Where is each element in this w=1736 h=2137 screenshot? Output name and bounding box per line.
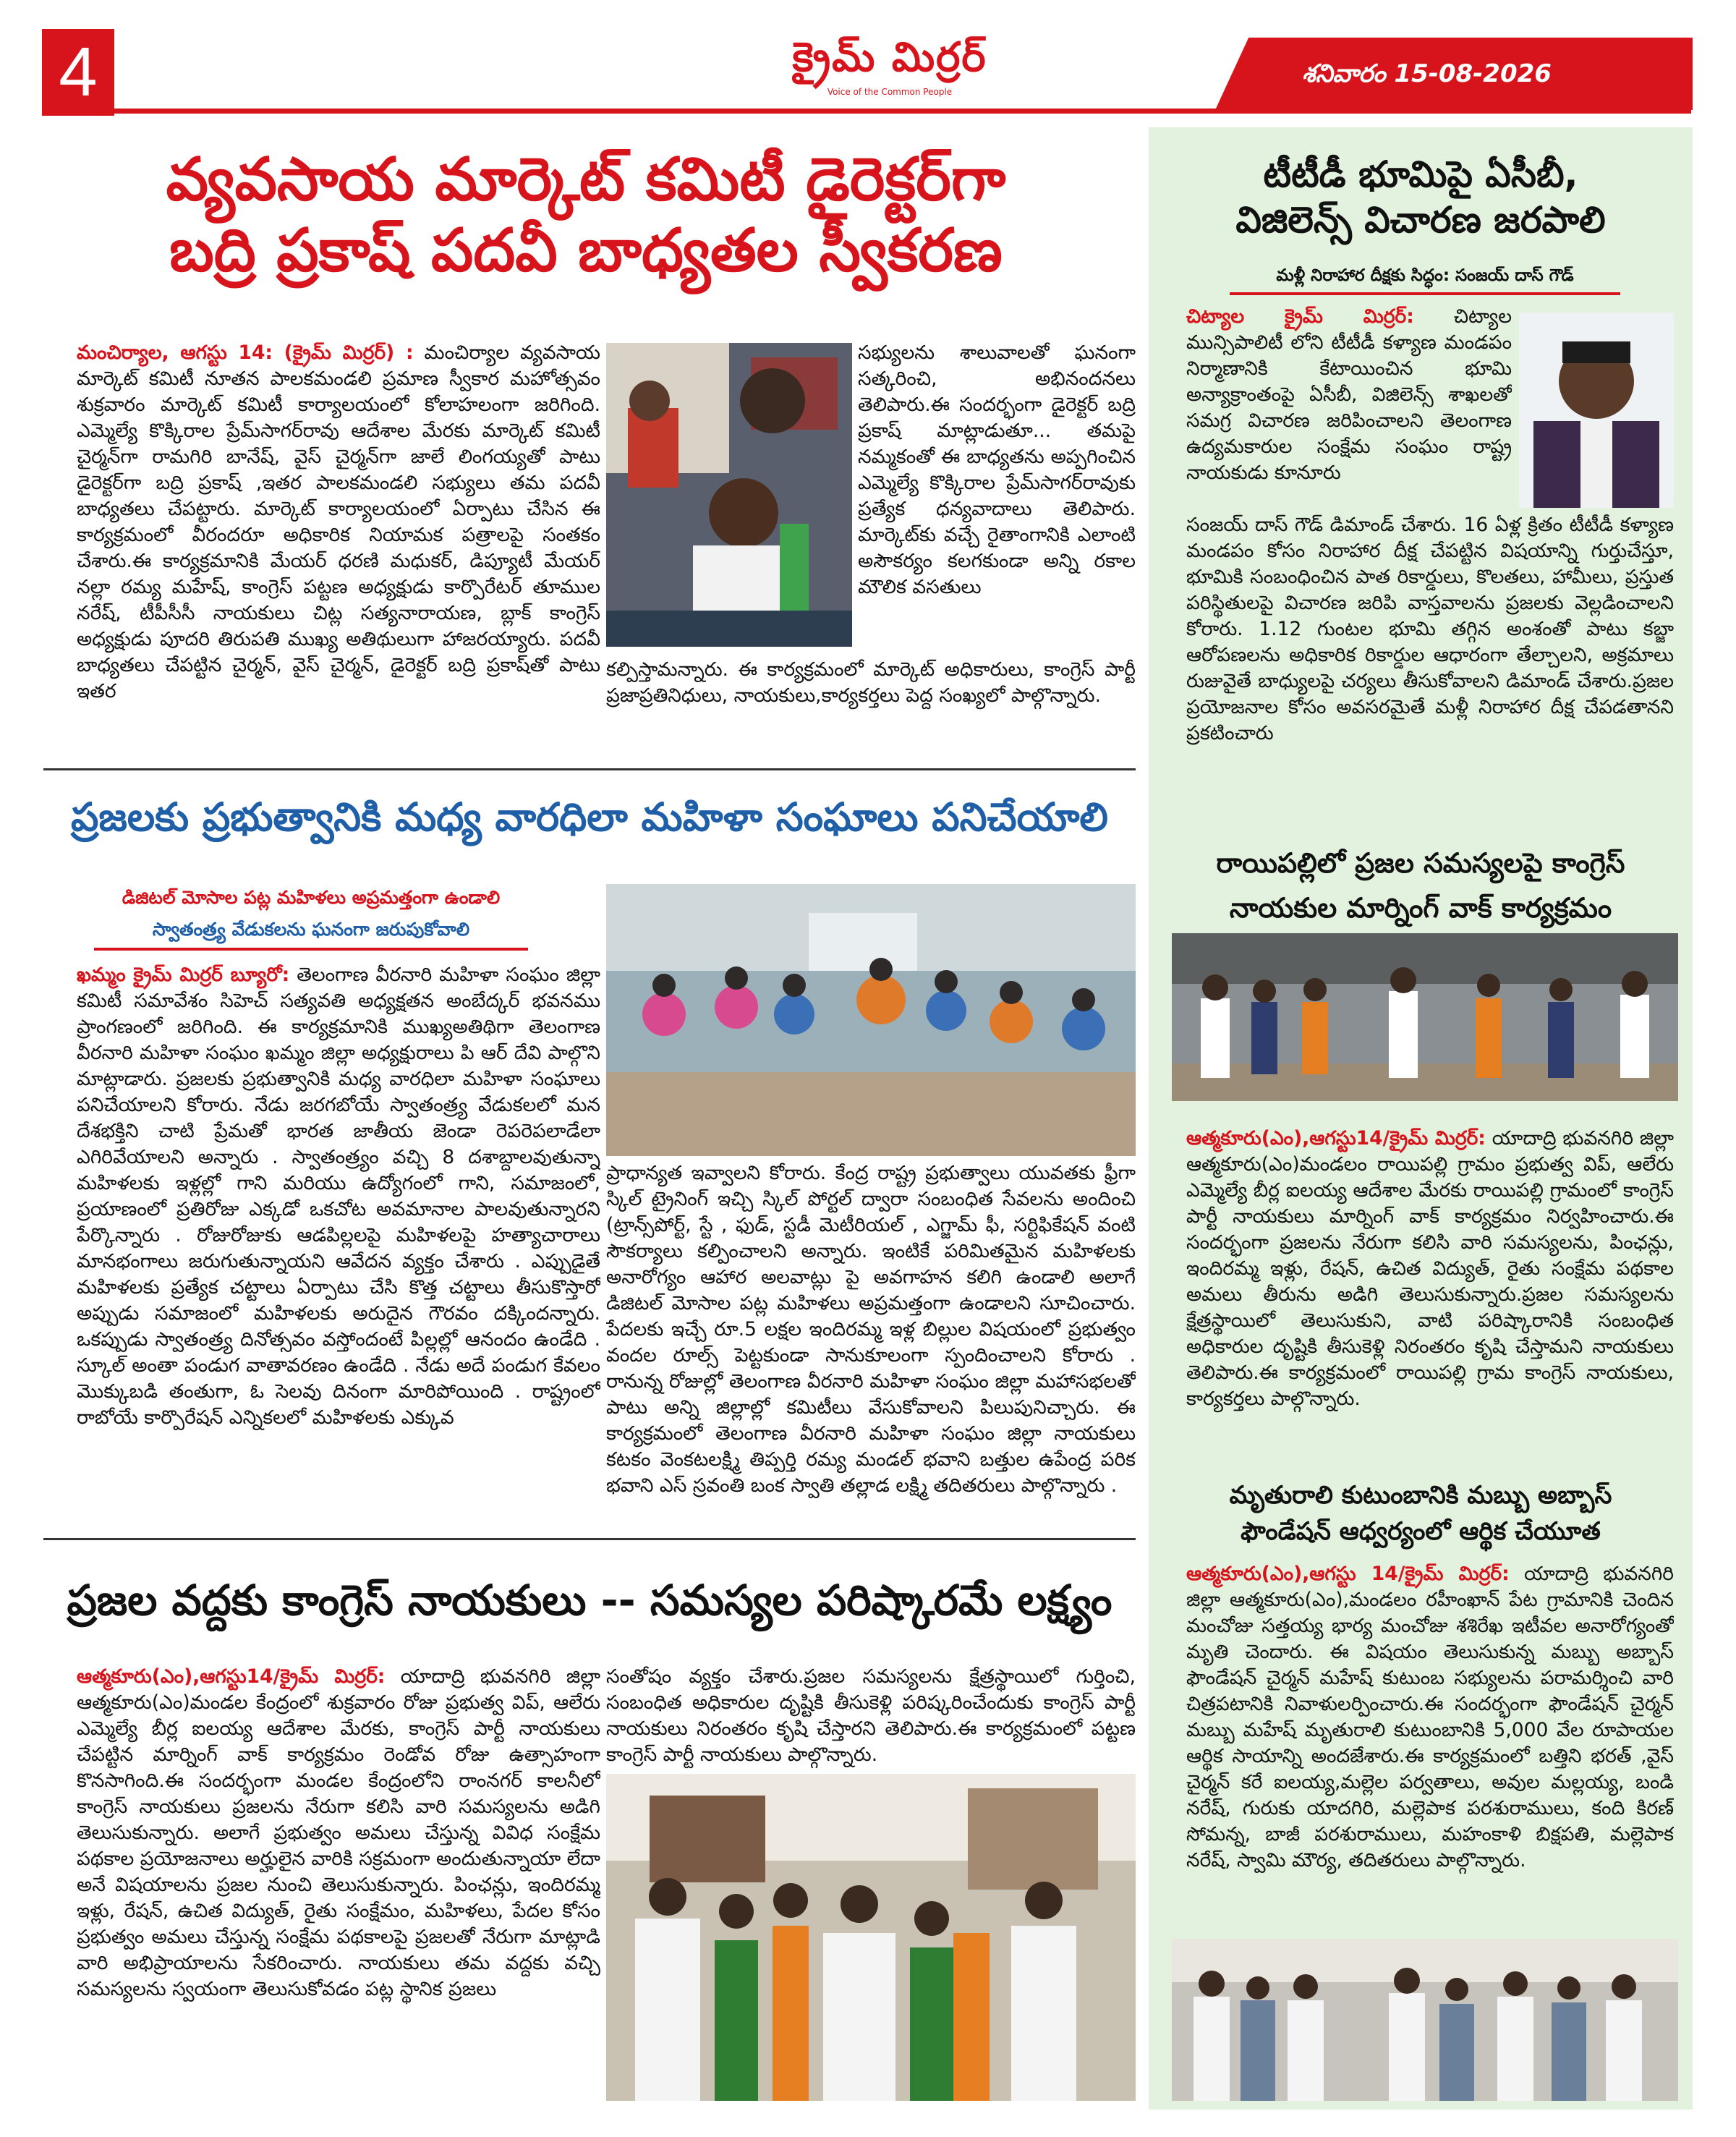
article1-headline: [43, 145, 1128, 287]
sidebar-story3-dateline: ఆత్మకూరు(ఎం),ఆగస్టు 14/క్రైమ్ మిర్రర్:: [1186, 1563, 1510, 1585]
masthead-title: క్రైమ్ మిర్రర్: [792, 34, 987, 81]
sidebar-story1-subhead: మళ్లీ నిరాహార దీక్షకు సిద్ధం: సంజయ్ దాస్ గౌడ్: [1230, 266, 1620, 295]
article2-subhead1: డిజిటల్ మోసాల పట్ల మహిళలు అప్రమత్తంగా ఉండాలి: [122, 887, 501, 908]
article3-photo: [606, 1774, 1136, 2101]
issue-date: శనివారం 15-08-2026: [1302, 59, 1552, 88]
sidebar-story2-dateline: ఆత్మకూరు(ఎం),ఆగస్టు14/క్రైమ్ మిర్రర్:: [1186, 1127, 1486, 1150]
sidebar-story3-body: ఆత్మకూరు(ఎం),ఆగస్టు 14/క్రైమ్ మిర్రర్: యాదాద్రి భువనగిరి జిల్లా ఆత్మకూరు(ఎం),మండలం రహీంఖాన్ పేట గ్రామానికి చెందిన మంచోజు సత్తయ్య భార్య మంచోజు శశిరేఖ ఇటీవల అనారోగ్యంతో మృతి చెందారు. ఈ విషయం తెలుసుకున్న మబ్బు అబ్బాస్ ఫౌండేషన్ చైర్మన్ మహేష్ కుటుంబ సభ్యులను పరామర్శించి వారి చిత్రపటానికి నివాళులర్పించారు.ఈ సందర్భంగా ఫౌండేషన్ చైర్మన్ మబ్బు మహేష్ మృతురాలి కుటుంబానికి 5,000 వేల రూపాయల ఆర్థిక సాయాన్ని అందజేశారు.ఈ కార్యక్రమంలో బత్తిని భరత్ ,వైస్ చైర్మన్ కరే ఐలయ్య,మల్లెల పర్వతాలు, అవుల మల్లయ్య, బండి నరేష్, గురుకు యాదగిరి, మల్లెపాక పరశురాములు, కంది కిరణ్ సోమన్న, బాజీ పరశురాములు, మహంకాళి బిక్షపతి, మల్లెపాక నరేష్, స్వామి మౌర్య, తదితరులు పాల్గొన్నారు.: [1186, 1563, 1674, 1872]
sidebar-story3-photo: [1172, 1939, 1678, 2101]
sidebar-story3-headline: మృతురాలి కుటుంబానికి మబ్బు అబ్బాస్ ఫౌండేషన్ ఆధ్వర్యంలో ఆర్థిక చేయూత: [1229, 1481, 1612, 1546]
article1-body-bottom: కల్పిస్తామన్నారు. ఈ కార్యక్రమంలో మార్కెట్ అధికారులు, కాంగ్రెస్ పార్టీ ప్రజాప్రతినిధులు, నాయకులు,కార్యకర్తలు పెద్ద సంఖ్యలో పాల్గొన్నారు.: [606, 658, 1136, 707]
article2-dateline: ఖమ్మం క్రైమ్ మిర్రర్ బ్యూరో:: [77, 964, 290, 986]
sidebar-story1-photo: [1519, 313, 1674, 508]
article2-body-left: ఖమ్మం క్రైమ్ మిర్రర్ బ్యూరో: తెలంగాణ వీరనారి మహిళా సంఘం జిల్లా కమిటీ సమావేశం సిహెచ్ సత్యవతి అధ్యక్షతన అంబేద్కర్ భవనము ప్రాంగణంలో జరిగింది. ఈ కార్యక్రమానికి ముఖ్యఅతిథిగా తెలంగాణ వీరనారి మహిళా సంఘం ఖమ్మం జిల్లా అధ్యక్షురాలు పి ఆర్ దేవి పాల్గొని మాట్లాడారు. ప్రజలకు ప్రభుత్వానికి మధ్య వారధిలా మహిళా సంఘాలు పనిచేయాలని కోరారు. నేడు జరగబోయే స్వాతంత్ర్య వేడుకలలో మన దేశభక్తిని చాటి ప్రేమతో భారత జాతీయ జెండా రెపరెపలాడేలా ఎగిరివేయాలని అన్నారు . స్వాతంత్ర్యం వచ్చి 8 దశాబ్దాలవుతున్నా మహిళలకు ఇళ్లల్లో గాని మరియు ఉద్యోగంలో గాని, సమాజంలో, ప్రయాణంలో ప్రతిరోజు ఎక్కడో ఒకచోట అవమానాల పాలవుతున్నారని పేర్కొన్నారు . రోజురోజుకు ఆడపిల్లలపై మహిళలపై హత్యాచారాలు మానభంగాలు జరుగుతున్నాయని ఆవేదన వ్యక్తం చేశారు . ఎప్పుడైతే మహిళలకు ప్రత్యేక చట్టాలు ఏర్పాటు చేసి కొత్త చట్టాలు తీసుకొస్తారో అప్పుడు సమాజంలో మహిళలకు అరుదైన గౌరవం దక్కిందన్నారు. ఒకప్పుడు స్వాతంత్ర్య దినోత్సవం వస్తోందంటే పిల్లల్లో ఆనందం ఉండేది . స్కూల్ అంతా పండుగ వాతావరణం ఉండేది . నేడు అదే పండుగ కేవలం మొక్కుబడి తంతుగా, ఓ సెలవు దినంగా మారిపోయింది . రాష్ట్రంలో రాబోయే కార్పొరేషన్ ఎన్నికలలో మహిళలకు ఎక్కువ: [77, 964, 600, 1429]
article1-headline-line1: వ్యవసాయ మార్కెట్ కమిటీ డైరెక్టర్‌గా: [166, 145, 1006, 214]
page-number: 4: [42, 29, 114, 116]
sidebar-story1-body-top: చిట్యాల క్రైమ్ మిర్రర్: చిట్యాల మున్సిపాలిటీ లోని టీటీడీ కళ్యాణ మండపం నిర్మాణానికి కేటాయించిన భూమి అన్యాక్రాంతంపై ఏసీబీ, విజిలెన్స్ శాఖలతో సమగ్ర విచారణ జరిపించాలని తెలంగాణ ఉద్యమకారుల సంక్షేమ సంఘం రాష్ట్ర నాయకుడు కూనూరు: [1186, 305, 1512, 484]
sidebar-story1-dateline: చిట్యాల క్రైమ్ మిర్రర్:: [1186, 305, 1414, 328]
article1-dateline: మంచిర్యాల, ఆగస్టు 14: (క్రైమ్ మిర్రర్) :: [77, 341, 414, 364]
article1-headline-line2: బద్రి ప్రకాష్ పదవీ బాధ్యతల స్వీకరణ: [169, 216, 1003, 286]
article3-headline: ప్రజల వద్దకు కాంగ్రెస్ నాయకులు -- సమస్యల పరిష్కారమే లక్ష్యం: [67, 1576, 1112, 1625]
masthead-tagline: Voice of the Common People: [827, 87, 953, 97]
article-divider: [43, 1538, 1136, 1540]
article3-body-left: ఆత్మకూరు(ఎం),ఆగస్టు14/క్రైమ్ మిర్రర్: యాదాద్రి భువనగిరి జిల్లా ఆత్మకూరు(ఎం)మండల కేంద్రంలో శుక్రవారం రోజు ప్రభుత్వ విప్, ఆలేరు ఎమ్మెల్యే బీర్ల ఐలయ్య ఆదేశాల మేరకు, కాంగ్రెస్ పార్టీ నాయకులు చేపట్టిన మార్నింగ్ వాక్ కార్యక్రమం రెండోవ రోజు ఉత్సాహంగా కొనసాగింది.ఈ సందర్భంగా మండల కేంద్రంలోని రాంనగర్ కాలనీలో కాంగ్రెస్ నాయకులు ప్రజలను నేరుగా కలిసి వారి సమస్యలను అడిగి తెలుసుకున్నారు. అలాగే ప్రభుత్వం అమలు చేస్తున్న వివిధ సంక్షేమ పథకాల ప్రయోజనాలు అర్హులైన వారికి సక్రమంగా అందుతున్నాయా లేదా అనే విషయాలను ప్రజల నుంచి తెలుసుకున్నారు. పింఛన్లు, ఇందిరమ్మ ఇళ్లు, రేషన్, ఉచిత విద్యుత్, రైతు సంక్షేమం, మహిళలు, పేదల కోసం ప్రభుత్వం అమలు చేస్తున్న సంక్షేమ పథకాలపై ప్రజలతో నేరుగా మాట్లాడి వారి అభిప్రాయాలను సేకరించారు. నాయకులు తమ వద్దకు వచ్చి సమస్యలను స్వయంగా తెలుసుకోవడం పట్ల స్థానిక ప్రజలు: [77, 1665, 600, 2000]
article3-body-right: సంతోషం వ్యక్తం చేశారు.ప్రజల సమస్యలను క్షేత్రస్థాయిలో గుర్తించి, సంబంధిత అధికారుల దృష్టికి తీసుకెళ్లి పరిష్కరించేందుకు కాంగ్రెస్ పార్టీ నాయకులు నిరంతరం కృషి చేస్తారని తెలిపారు.ఈ కార్యక్రమంలో పట్టణ కాంగ్రెస్ పార్టీ నాయకులు పాల్గొన్నారు.: [606, 1665, 1136, 1766]
article-divider: [43, 768, 1136, 770]
sidebar-story2-photo: [1172, 933, 1678, 1101]
sidebar-story2-headline: రాయిపల్లిలో ప్రజల సమస్యలపై కాంగ్రెస్ నాయకుల మార్నింగ్ వాక్ కార్యక్రమం: [1216, 847, 1625, 924]
article2-headline: ప్రజలకు ప్రభుత్వానికి మధ్య వారధిలా మహిళా సంఘాలు పనిచేయాలి: [71, 794, 1108, 840]
article1-photo: [606, 343, 852, 647]
article1-body-left: మంచిర్యాల, ఆగస్టు 14: (క్రైమ్ మిర్రర్) : మంచిర్యాల వ్యవసాయ మార్కెట్ కమిటీ నూతన పాలకమండలి ప్రమాణ స్వీకార మహోత్సవం శుక్రవారం మార్కెట్ కమిటీ కార్యాలయంలో కోలాహలంగా జరిగింది. ఎమ్మెల్యే కొక్కిరాల ప్రేమ్‌సాగర్‌రావు ఆదేశాల మేరకు మార్కెట్ కమిటీ చైర్మన్‌గా రామగిరి బానేష్, వైస్ చైర్మన్‌గా జాలే లింగయ్యతో పాటు డైరెక్టర్‌గా బద్రి ప్రకాష్ ,ఇతర పాలకమండలి సభ్యులు తమ పదవీ బాధ్యతలు చేపట్టారు. మార్కెట్ కార్యాలయంలో ఏర్పాటు చేసిన ఈ కార్యక్రమంలో వీరందరూ అధికారిక నియామక పత్రాలపై సంతకం చేశారు.ఈ కార్యక్రమానికి మేయర్ ధరణి మధుకర్, డిప్యూటీ మేయర్ నల్లా రమ్య మహేష్, కాంగ్రెస్ పట్టణ అధ్యక్షుడు కార్పొరేటర్ తూముల నరేష్, టీపీసీసీ నాయకులు చిట్ల సత్యనారాయణ, బ్లాక్ కాంగ్రెస్ అధ్యక్షుడు పూదరి తిరుపతి ముఖ్య అతిథులుగా హాజరయ్యారు. పదవీ బాధ్యతలు చేపట్టిన చైర్మన్, వైస్ చైర్మన్, డైరెక్టర్ బద్రి ప్రకాష్‌తో పాటు ఇతర: [77, 341, 600, 702]
article3-dateline: ఆత్మకూరు(ఎం),ఆగస్టు14/క్రైమ్ మిర్రర్:: [77, 1665, 386, 1688]
article2-photo: [606, 884, 1136, 1156]
article1-body-right: సభ్యులను శాలువాలతో ఘనంగా సత్కరించి, అభినందనలు తెలిపారు.ఈ సందర్భంగా డైరెక్టర్ బద్రి ప్రకాష్ మాట్లాడుతూ... తమపై నమ్మకంతో ఈ బాధ్యతను అప్పగించిన ఎమ్మెల్యే కొక్కిరాల ప్రేమ్‌సాగర్‌రావుకు ప్రత్యేక ధన్యవాదాలు తెలిపారు. మార్కెట్‌కు వచ్చే రైతాంగానికి ఎలాంటి అసౌకర్యం కలగకుండా అన్ని రకాల మౌలిక వసతులు: [858, 341, 1136, 598]
sidebar-story1-body-bottom: సంజయ్ దాస్ గౌడ్ డిమాండ్ చేశారు. 16 ఏళ్ల క్రితం టీటీడీ కళ్యాణ మండపం కోసం నిరాహార దీక్ష చేపట్టిన విషయాన్ని గుర్తుచేస్తూ, భూమికి సంబంధించిన పాత రికార్డులు, కొలతలు, హామీలు, ప్రస్తుత పరిస్థితులపై విచారణ జరిపి వాస్తవాలను ప్రజలకు వెల్లడించాలని కోరారు. 1.12 గుంటల భూమి తగ్గిన అంశంతో పాటు కబ్జా ఆరోపణలను అధికారిక రికార్డుల ఆధారంగా తేల్చాలని, అక్రమాలు రుజువైతే బాధ్యులపై చర్యలు తీసుకోవాలని డిమాండ్ చేశారు.ప్రజల ప్రయోజనాల కోసం అవసరమైతే మళ్లీ నిరాహార దీక్ష చేపడతానని ప్రకటించారు: [1186, 514, 1674, 744]
article2-subhead2: స్వాతంత్ర్య వేడుకలను ఘనంగా జరుపుకోవాలి: [94, 919, 528, 951]
article2-body-right: ప్రాధాన్యత ఇవ్వాలని కోరారు. కేంద్ర రాష్ట్ర ప్రభుత్వాలు యువతకు ఫ్రీగా స్కిల్ ట్రైనింగ్ ఇచ్చి స్కిల్ పోర్టల్ ద్వారా సంబంధిత సేవలను అందించి (ట్రాన్స్‌పోర్ట్, స్టే , ఫుడ్, స్టడీ మెటీరియల్ , ఎగ్జామ్ ఫీ, సర్టిఫికేషన్ వంటి సౌకర్యాలు కల్పించాలని అన్నారు. ఇంటికే పరిమితమైన మహిళలకు అనారోగ్యం ఆహార అలవాట్లు పై అవగాహన కలిగి ఉండాలి అలాగే డిజిటల్ మోసాల పట్ల మహిళలు అప్రమత్తంగా ఉండాలని సూచించారు. పేదలకు ఇచ్చే రూ.5 లక్షల ఇందిరమ్మ ఇళ్ల బిల్లుల విషయంలో ప్రభుత్వం వందల రూల్స్ పెట్టకుండా సానుకూలంగా స్పందించాలని కోరారు . రానున్న రోజుల్లో తెలంగాణ వీరనారి మహిళా సంఘం జిల్లా మహాసభలతో పాటు అన్ని జిల్లాల్లో కమిటీలు వేసుకోవాలని పిలుపునిచ్చారు. ఈ కార్యక్రమంలో తెలంగాణ వీరనారి మహిళా సంఘం జిల్లా నాయకులు కటకం వెంకటలక్ష్మి తిప్పర్తి రమ్య మండల్ భవాని బత్తుల ఉపేంద్ర పరిక భవాని ఎస్ స్రవంతి బంక స్వాతి తల్లాడ లక్ష్మి తదితరులు పాల్గొన్నారు .: [606, 1162, 1136, 1497]
masthead: [760, 29, 1020, 101]
sidebar-story2-body: ఆత్మకూరు(ఎం),ఆగస్టు14/క్రైమ్ మిర్రర్: యాదాద్రి భువనగిరి జిల్లా ఆత్మకూరు(ఎం)మండలం రాయిపల్లి గ్రామం ప్రభుత్వ విప్, ఆలేరు ఎమ్మెల్యే బీర్ల ఐలయ్య ఆదేశాల మేరకు రాయిపల్లి గ్రామంలో కాంగ్రెస్ పార్టీ నాయకులు మార్నింగ్ వాక్ కార్యక్రమం నిర్వహించారు.ఈ సందర్భంగా ప్రజలను నేరుగా కలిసి వారి సమస్యలను, పింఛన్లు, ఇందిరమ్మ ఇళ్లు, రేషన్, ఉచిత విద్యుత్, రైతు సంక్షేమ పథకాల అమలు తీరును అడిగి తెలుసుకున్నారు.ప్రజల సమస్యలను క్షేత్రస్థాయిలో తెలుసుకుని, వాటి పరిష్కారానికి సంబంధిత అధికారుల దృష్టికి తీసుకెళ్లి నిరంతరం కృషి చేస్తామని నాయకులు తెలిపారు.ఈ కార్యక్రమంలో రాయిపల్లి గ్రామ కాంగ్రెస్ నాయకులు, కార్యకర్తలు పాల్గొన్నారు.: [1186, 1127, 1674, 1410]
sidebar-story1-headline: టీటీడీ భూమిపై ఏసీబీ, విజిలెన్స్ విచారణ జరపాలి: [1235, 153, 1606, 241]
